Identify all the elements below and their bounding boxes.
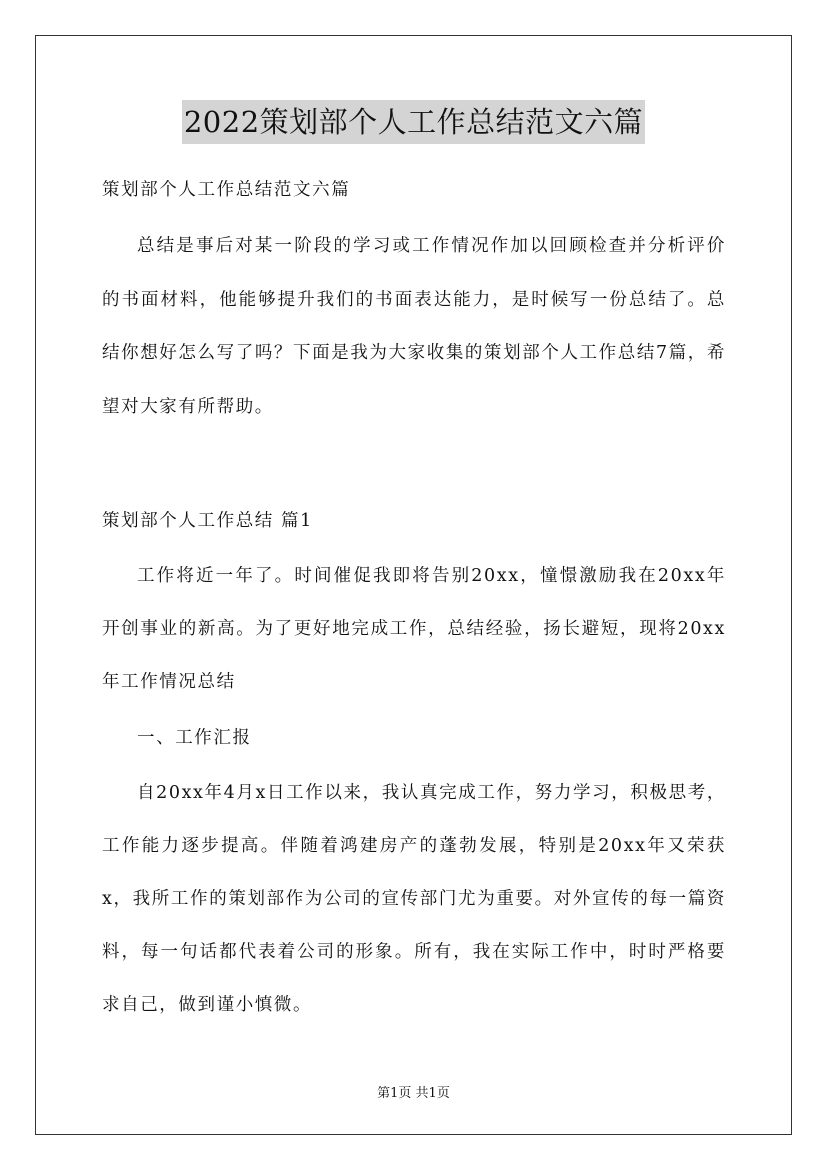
document-body [102, 172, 726, 1032]
body-paragraph: 工作将近一年了。时间催促我即将告别20xx，憧憬激励我在20xx年开创事业的新高。为了更好地完成工作，总结经验，扬长避短，现将20xx年工作情况总结 [102, 566, 726, 692]
page-footer: 第1页 共1页 [377, 1086, 450, 1101]
title-container [0, 100, 827, 144]
intro-paragraph: 总结是事后对某一阶段的学习或工作情况作加以回顾检查并分析评价的书面材料，他能够提升我们的书面表达能力，是时候写一份总结了。总结你想好怎么写了吗？下面是我为大家收集的策划部个人工作总结7篇，希望对大家有所帮助。 [102, 236, 726, 417]
section-spacer [102, 434, 726, 503]
document-title: 2022策划部个人工作总结范文六篇 [182, 100, 645, 144]
document-subtitle: 策划部个人工作总结范文六篇 [102, 180, 351, 200]
body-paragraph: 自20xx年4月x日工作以来，我认真完成工作，努力学习，积极思考，工作能力逐步提高。伴随着鸿建房产的蓬勃发展，特别是20xx年又荣获x，我所工作的策划部作为公司的宣传部门尤为重要。对外宣传的每一篇资料，每一句话都代表着公司的形象。所有，我在实际工作中，时时严格要求自己，做到谨小慎微。 [102, 783, 726, 1015]
section-heading: 策划部个人工作总结 篇1 [102, 511, 313, 531]
subsection-heading: 一、工作汇报 [137, 728, 252, 748]
